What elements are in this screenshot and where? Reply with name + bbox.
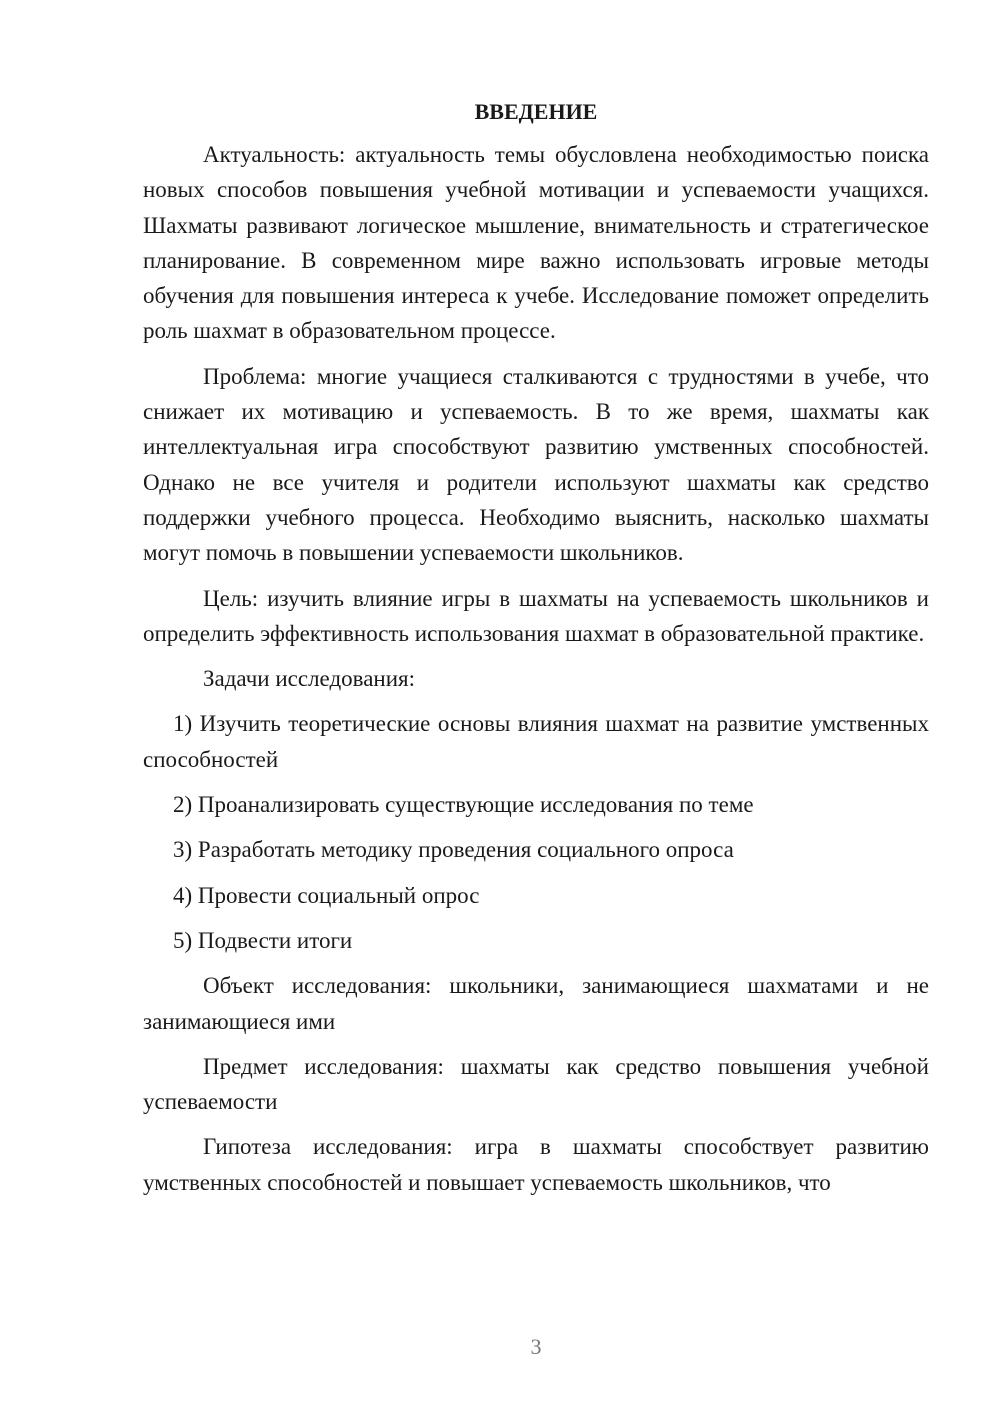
paragraph-relevance: Актуальность: актуальность темы обусловлена необходимостью поиска новых способов повышения учебной мотивации и успеваемости учащихся. Шахматы развивают логическое мышление, внимательность и стратегическое планирование. В современном мире важно использовать игровые методы обучения для повышения интереса к учебе. Исследование поможет определить роль шахмат в образовательном процессе.	[143, 142, 929, 344]
paragraph-problem: Проблема: многие учащиеся сталкиваются с трудностями в учебе, что снижает их мотивацию и успеваемость. В то же время, шахматы как интеллектуальная игра способствуют развитию умственных способностей. Однако не все учителя и родители используют шахматы как средство поддержки учебного процесса. Необходимо выяснить, насколько шахматы могут помочь в повышении успеваемости школьников.	[143, 363, 929, 566]
task-item: 2) Проанализировать существующие исследования по теме	[173, 792, 754, 818]
task-item: 3) Разработать методику проведения социального опроса	[173, 837, 734, 863]
paragraph-goal: Цель: изучить влияние игры в шахматы на успеваемость школьников и определить эффективность использования шахмат в образовательной практике.	[143, 585, 929, 646]
task-item: 5) Подвести итоги	[173, 927, 353, 953]
task-item: 1) Изучить теоретические основы влияния шахмат на развитие умственных способностей	[143, 711, 929, 772]
paragraph-object: Объект исследования: школьники, занимающиеся шахматами и не занимающиеся ими	[143, 973, 929, 1034]
page-number: 3	[530, 1334, 542, 1359]
paragraph-subject: Предмет исследования: шахматы как средство повышения учебной успеваемости	[143, 1053, 929, 1115]
tasks-title: Задачи исследования:	[203, 666, 416, 692]
page-body	[143, 94, 929, 1210]
task-item: 4) Провести социальный опрос	[173, 882, 480, 908]
page-heading: ВВЕДЕНИЕ	[474, 99, 598, 124]
paragraph-hypothesis: Гипотеза исследования: игра в шахматы способствует развитию умственных способностей и повышает успеваемость школьников, что	[143, 1134, 929, 1195]
